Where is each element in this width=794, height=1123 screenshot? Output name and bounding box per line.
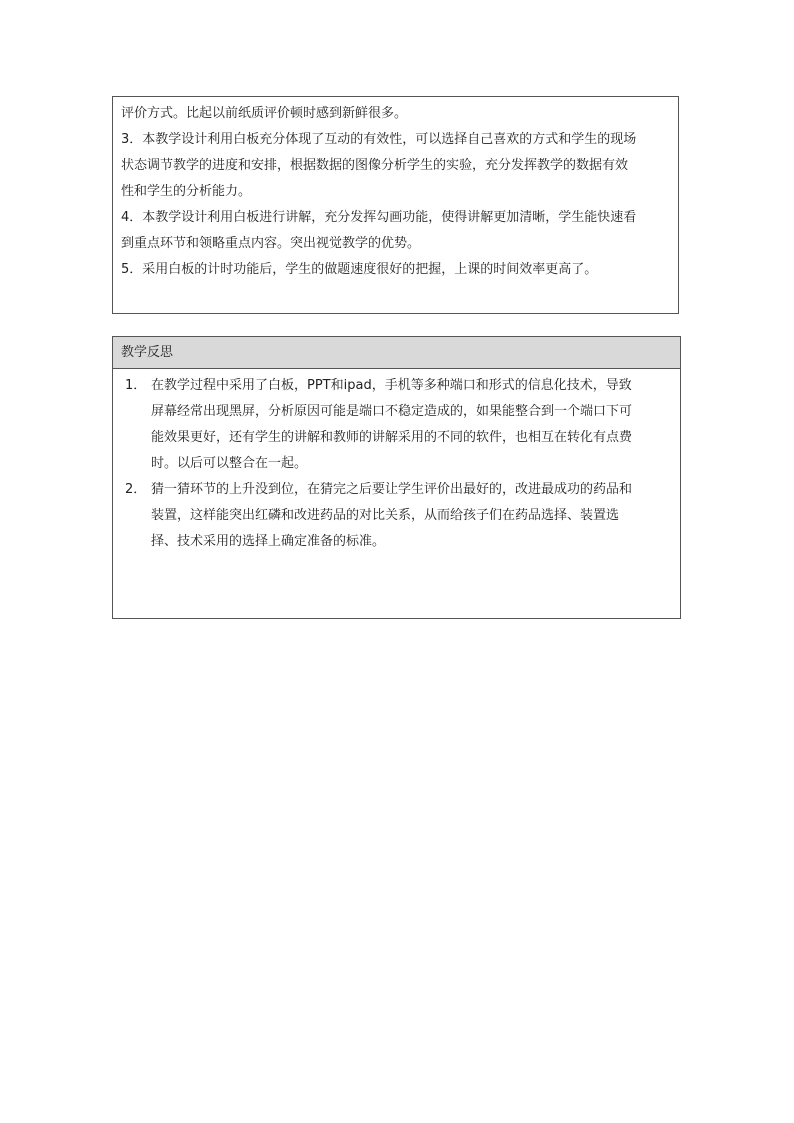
item-line: 能效果更好，还有学生的讲解和教师的讲解采用的不同的软件，也相互在转化有点费 xyxy=(151,430,633,445)
reflection-table xyxy=(112,336,681,619)
reflection-item xyxy=(121,373,672,477)
evaluation-line: 5．采用白板的计时功能后，学生的做题速度很好的把握，上课的时间效率更高了。 xyxy=(121,262,598,277)
item-line: 在教学过程中采用了白板，PPT和ipad，手机等多种端口和形式的信息化技术，导致 xyxy=(151,378,632,393)
evaluation-line: 评价方式。比起以前纸质评价顿时感到新鲜很多。 xyxy=(121,106,408,121)
reflection-item xyxy=(121,477,672,555)
evaluation-line: 3．本教学设计利用白板充分体现了互动的有效性，可以选择自己喜欢的方式和学生的现场 xyxy=(121,132,637,147)
evaluation-line: 状态调节教学的进度和安排，根据数据的图像分析学生的实验，充分发挥教学的数据有效 xyxy=(121,158,629,173)
evaluation-line: 4．本教学设计利用白板进行讲解，充分发挥勾画功能，使得讲解更加清晰，学生能快速看 xyxy=(121,210,637,225)
item-line: 择、技术采用的选择上确定准备的标准。 xyxy=(151,534,386,549)
evaluation-text-box xyxy=(112,96,679,314)
item-line: 时。以后可以整合在一起。 xyxy=(151,456,308,471)
evaluation-line: 到重点环节和领略重点内容。突出视觉教学的优势。 xyxy=(121,236,421,251)
item-line: 屏幕经常出现黑屏，分析原因可能是端口不稳定造成的，如果能整合到一个端口下可 xyxy=(151,404,633,419)
item-line: 装置，这样能突出红磷和改进药品的对比关系，从而给孩子们在药品选择、装置选 xyxy=(151,508,620,523)
item-number: 2． xyxy=(125,482,147,497)
evaluation-line: 性和学生的分析能力。 xyxy=(121,184,252,199)
item-line: 猜一猜环节的上升没到位，在猜完之后要让学生评价出最好的，改进最成功的药品和 xyxy=(151,482,633,497)
item-number: 1． xyxy=(125,378,147,393)
reflection-body xyxy=(113,369,680,555)
reflection-title: 教学反思 xyxy=(113,337,680,369)
